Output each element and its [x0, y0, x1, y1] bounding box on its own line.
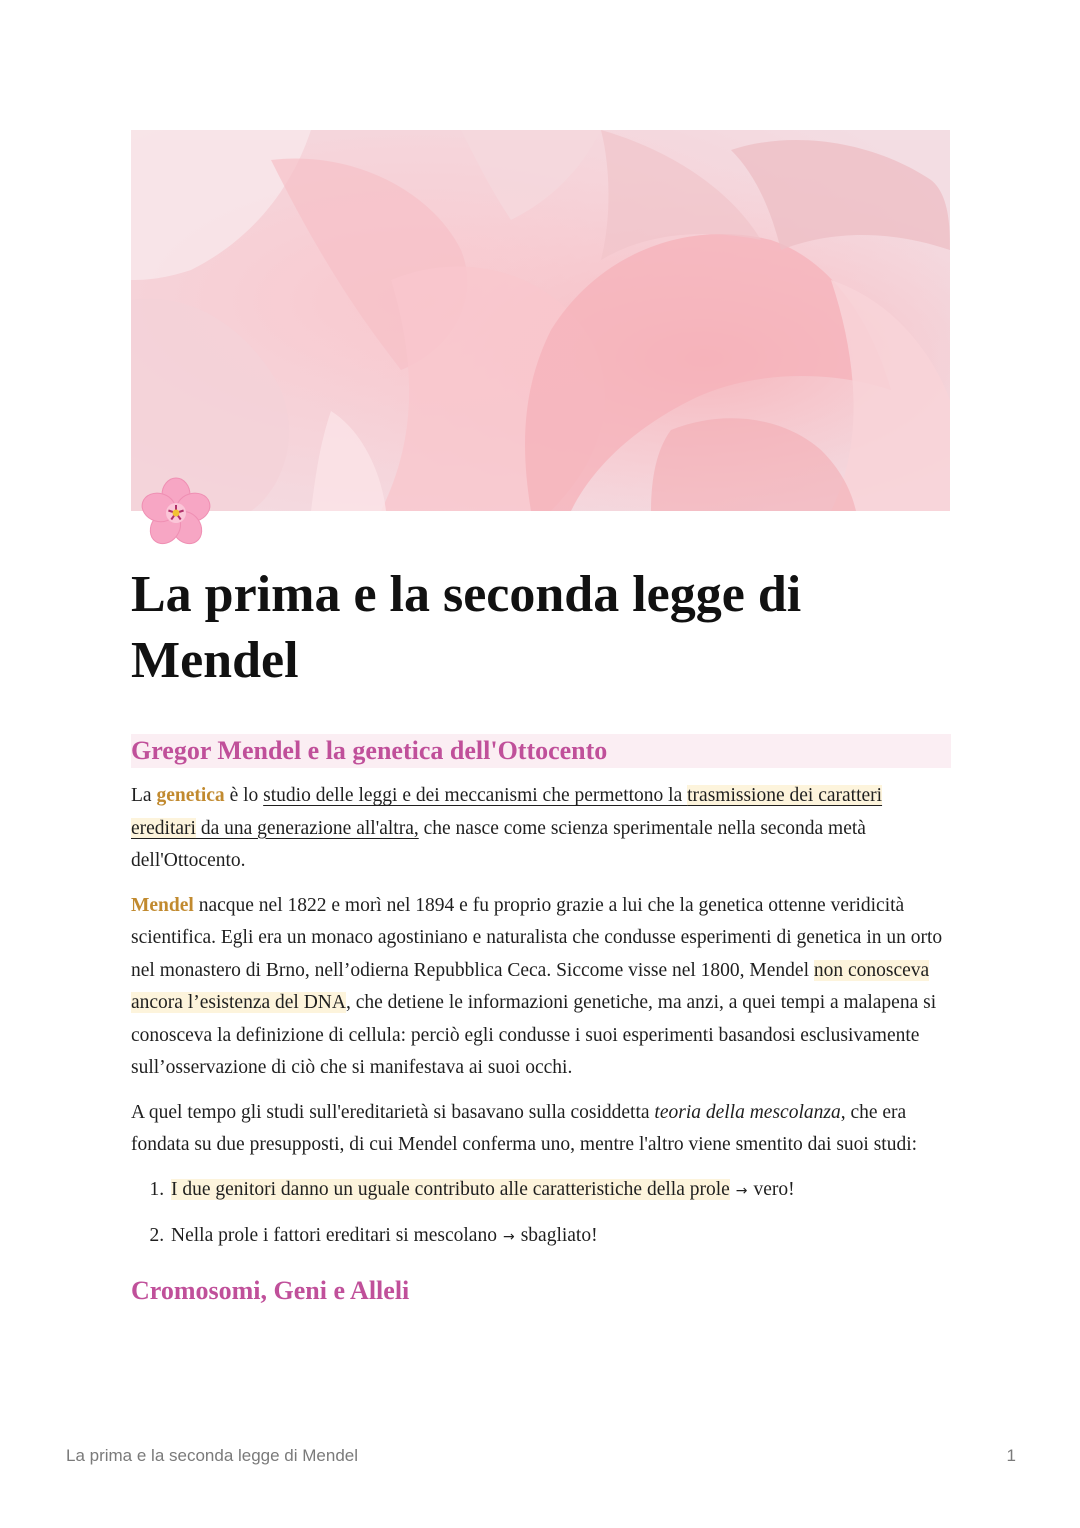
text: nacque nel 1822 e morì nel 1894 e fu proprio grazie a lui che la genetica ottenne veridicità scientifica. Egli era un monaco agostiniano e naturalista che condusse esperimenti di genetica in un orto nel monastero di Brno, nell’odierna Repubblica Ceca. Siccome visse nel 1800, Mendel [131, 894, 943, 981]
keyword-genetica: genetica [156, 785, 225, 806]
list-item [169, 1174, 951, 1208]
text: che nasce come scienza sperimentale nella seconda metà dell'Ottocento. [131, 817, 866, 871]
section-heading-cromosomi: Cromosomi, Geni e Alleli [131, 1275, 410, 1305]
verdict: vero! [753, 1178, 795, 1200]
highlighted-text-dna: non conosceva ancora l’esistenza del DNA [131, 959, 930, 1013]
text: , che detiene le informazioni genetiche, ma anzi, a quei tempi a malapena si conosceva la definizione di cellula: perciò egli condusse i suoi esperimenti basandosi esclusivamente sull’osservazione di ciò che si manifestava ai suoi occhi. [131, 992, 937, 1078]
text: La [131, 785, 157, 806]
section-heading-mendel: Gregor Mendel e la genetica dell'Ottocento [131, 734, 951, 768]
paragraph-mendel [131, 890, 951, 1085]
arrow-icon: → [735, 1182, 748, 1199]
text: A quel tempo gli studi sull'ereditarietà si basavano sulla cosiddetta [131, 1101, 655, 1123]
text: , che era fondata su due presupposti, di cui Mendel conferma uno, mentre l'altro viene smentito dai suoi studi: [131, 1101, 918, 1155]
text: è lo [224, 785, 264, 806]
list-item [169, 1220, 951, 1254]
page-content [131, 734, 951, 1308]
paragraph-mescolanza [131, 1097, 951, 1162]
paragraph-genetica [131, 780, 951, 878]
keyword-mendel: Mendel [131, 894, 194, 916]
cherry-blossom-icon[interactable] [137, 474, 215, 552]
underlined-definition: studio delle leggi e dei meccanismi che permettono la [263, 785, 688, 806]
cover-image [131, 130, 950, 511]
arrow-icon: → [502, 1229, 515, 1245]
page-title: La prima e la seconda legge di Mendel [131, 566, 802, 689]
list-text: Nella prole i fattori ereditari si mescolano [171, 1225, 497, 1246]
underlined-text: da una generazione all'altra, [195, 817, 419, 839]
highlighted-text: I due genitori danno un uguale contributo alle caratteristiche della prole [171, 1178, 730, 1200]
page-number: 1 [1006, 1446, 1016, 1465]
italic-teoria-mescolanza: teoria della mescolanza [654, 1101, 841, 1123]
footer-title: La prima e la seconda legge di Mendel [66, 1446, 359, 1465]
verdict: sbagliato! [520, 1225, 598, 1246]
numbered-list [131, 1174, 951, 1254]
highlighted-underlined-text: trasmissione dei caratteri ereditari [131, 785, 883, 839]
